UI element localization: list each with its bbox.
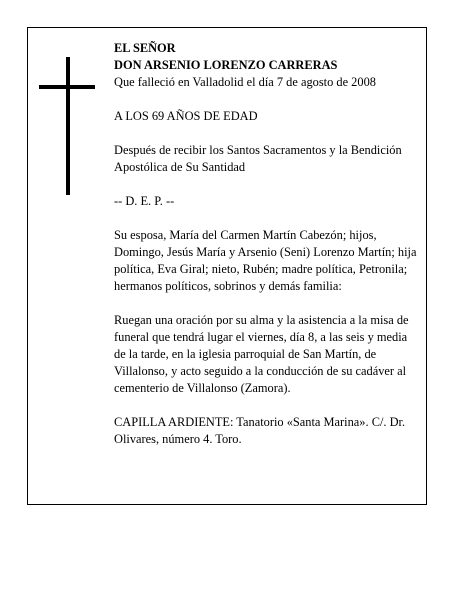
rip-line: -- D. E. P. --	[114, 194, 175, 208]
deceased-name: DON ARSENIO LORENZO CARRERAS	[114, 58, 338, 72]
cross-icon-bar	[39, 85, 95, 89]
funeral-request-paragraph: Ruegan una oración por su alma y la asistencia a la misa de funeral que tendrá lugar el viernes, día 8, a las seis y media de la tarde, en la iglesia parroquial de San Martín, de Villalonso, y acto seguido a la conducción de su cadáver al cementerio de Villalonso (Zamora).	[114, 313, 409, 395]
age-line: A LOS 69 AÑOS DE EDAD	[114, 109, 258, 123]
cross-icon	[66, 57, 70, 195]
obituary-text	[114, 40, 418, 465]
title-line-1: EL SEÑOR	[114, 41, 176, 55]
death-details: Que falleció en Valladolid el día 7 de agosto de 2008	[114, 75, 376, 89]
sacraments-paragraph: Después de recibir los Santos Sacramentos y la Bendición Apostólica de Su Santidad	[114, 143, 402, 174]
chapel-paragraph: CAPILLA ARDIENTE: Tanatorio «Santa Marina». C/. Dr. Olivares, número 4. Toro.	[114, 415, 406, 446]
family-paragraph: Su esposa, María del Carmen Martín Cabezón; hijos, Domingo, Jesús María y Arsenio (Seni) Lorenzo Martín; hija política, Eva Giral; nieto, Rubén; madre política, Petronila; hermanos políticos, sobrinos y demás familia:	[114, 228, 417, 293]
obituary-heading	[114, 40, 418, 91]
